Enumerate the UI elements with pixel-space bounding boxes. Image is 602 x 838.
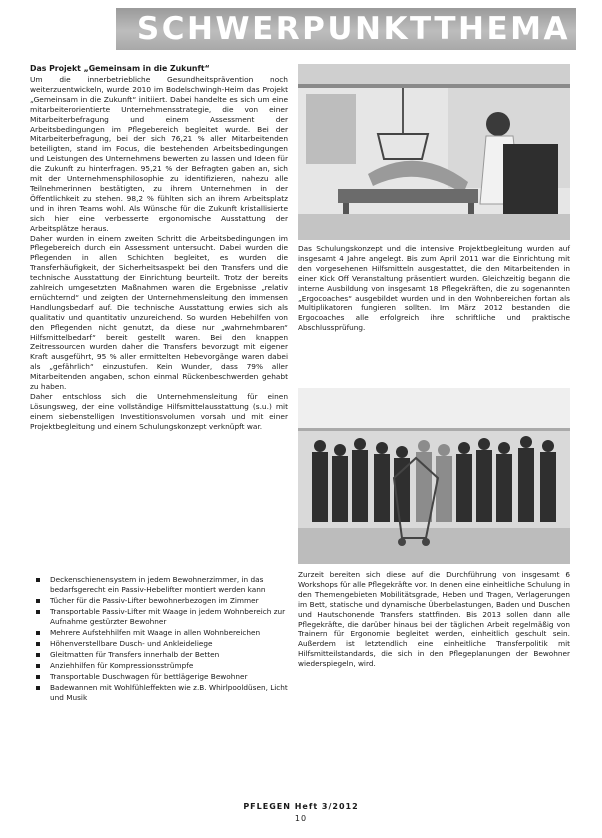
list-item: Transportable Passiv-Lifter mit Waage in jedem Wohnbereich zur Aufnahme gestürzter Bewohner <box>30 607 292 627</box>
photo-patient-lift <box>298 64 570 240</box>
article-heading: Das Projekt „Gemeinsam in die Zukunft“ <box>30 64 210 73</box>
section-banner <box>116 8 576 50</box>
article-paragraph: Daher entschloss sich die Unternehmensleitung für einen Lösungsweg, der eine vollständige Hilfsmittelausstattung (s.u.) mit einem siebenstelligen Investitionsvolumen vorsah und mit einer Projektbegleitung und einem Schulungskonzept verknüpft war. <box>30 392 288 431</box>
article-paragraph: Um die innerbetriebliche Gesundheitsprävention noch weiterzuentwickeln, wurde 2010 im Bodelschwingh-Heim das Projekt „Gemeinsam in die Zukunft“ initiiert. Dabei handelte es sich um eine mitarbeiterorientierte Unternehmensstrategie, die von einer Mitarbeiterbefragung und einem Assessment der Arbeitsbedingungen im Pflegebereich begleitet wurde. Bei der Mitarbeiterbefragung, bei der sich 76,21 % aller Mitarbeitenden beteiligten, stand im Focus, die bestehenden Arbeitsbedingungen und Leistungen des Unternehmens bewerten zu lassen und Ideen für die Zukunft zu hinterfragen. 95,21 % der Befragten gaben an, sich mit der Unternehmensphilosophie zu identifizieren, nahezu alle Teilnehmerinnen bestätigten, zu ihrem Unternehmen in der Öffentlichkeit zu stehen. 98,2 % fühlten sich an ihrem Arbeitsplatz und in ihren Teams wohl. Als Wünsche für die Zukunft kristallisierte sich hier eine verbesserte ergonomische Ausstattung der Arbeitsplätze heraus. <box>30 75 288 233</box>
journal-footer: PFLEGEN Heft 3/2012 <box>243 802 359 811</box>
photo-group <box>298 388 570 564</box>
article-left-column <box>30 64 288 432</box>
section-title: SCHWERPUNKTTHEMA <box>136 11 570 47</box>
article-right-text-2 <box>298 570 570 669</box>
article-paragraph: Das Schulungskonzept und die intensive Projektbegleitung wurden auf insgesamt 4 Jahre angelegt. Bis zum April 2011 war die Einrichtung mit den vorgesehenen Hilfsmitteln ausgestattet, die den Mitarbeitenden in einer Kick Off Veranstaltung präsentiert wurden. Gleichzeitig begann die interne Ausbildung von insgesamt 18 Pflegekräften, die zu sogenannten „Ergocoaches“ ausgebildet wurden und in den Wohnbereichen fortan als Multiplikatoren fungieren sollten. Im März 2012 bestanden die Ergocoaches alle erfolgreich ihre schriftliche und praktische Abschlussprüfung. <box>298 244 570 333</box>
article-paragraph: Zurzeit bereiten sich diese auf die Durchführung von insgesamt 6 Workshops für alle Pflegekräfte vor. In denen eine einheitliche Schulung in den Themengebieten Mobilitätsgrade, Heben und Tragen, Verlagerungen im Bett, statische und dynamische Überbelastungen, Baden und Duschen und Hautschonende Transfers stattfinden. Bis 2013 sollen dann alle Pflegekräfte, die darüber hinaus bei der täglichen Arbeit regelmäßig von Trainern für Ergonomie begleitet werden, einheitlich geschult sein. Außerdem ist letztendlich eine einheitliche Transferpolitik mit Hilfsmitteilstandards, die sich in den Pflegeplanungen der Bewohner wiederspiegeln, wird. <box>298 570 570 669</box>
list-item: Anziehhilfen für Kompressionsstrümpfe <box>30 661 292 671</box>
list-item: Transportable Duschwagen für bettlägerige Bewohner <box>30 672 292 682</box>
article-right-text-1 <box>298 244 570 333</box>
equipment-list <box>30 575 292 704</box>
list-item: Höhenverstellbare Dusch- und Ankleideliege <box>30 639 292 649</box>
page-number: 10 <box>294 814 308 823</box>
list-item: Gleitmatten für Transfers innerhalb der Betten <box>30 650 292 660</box>
article-paragraph: Daher wurden in einem zweiten Schritt die Arbeitsbedingungen im Pflegebereich durch ein Assessment untersucht. Dabei wurden die Pflegenden in allen Schichten begleitet, es wurden die Transferhäufigkeit, der Sicherheitsaspekt bei den Transfers und die technische Ausstattung der Einrichtung beurteilt. Trotz der bereits zahlreich umgesetzten Maßnahmen waren die Ergebnisse „relativ ernüchternd“ und zeigten der Unternehmensleitung den immensen Handlungsbedarf auf. Die technische Ausstattung erwies sich als qualitativ und quantitativ unzureichend. So wurden Hebehilfen von den Pflegenden nicht genutzt, da diese nur „wahrnehmbaren“ Hilfsmittelbedarf“ bereit gestellt waren. Bei den knappen Zeitressourcen wurden daher die Transfers bevorzugt mit eigener Kraft ausgeführt, 95 % aller ermittelten Hebevorgänge waren dabei als „gefährlich“ einzustufen. Kein Wunder, dass 79% aller Mitarbeitenden angaben, schon einmal Rückenbeschwerden gehabt zu haben. <box>30 233 288 392</box>
list-item: Badewannen mit Wohlfühleffekten wie z.B. Whirlpooldüsen, Licht und Musik <box>30 683 292 703</box>
list-item: Tücher für die Passiv-Lifter bewohnerbezogen im Zimmer <box>30 596 292 606</box>
list-item: Mehrere Aufstehhilfen mit Waage in allen Wohnbereichen <box>30 628 292 638</box>
list-item: Deckenschienensystem in jedem Bewohnerzimmer, in das bedarfsgerecht ein Passiv-Hebelifter montiert werden kann <box>30 575 292 595</box>
